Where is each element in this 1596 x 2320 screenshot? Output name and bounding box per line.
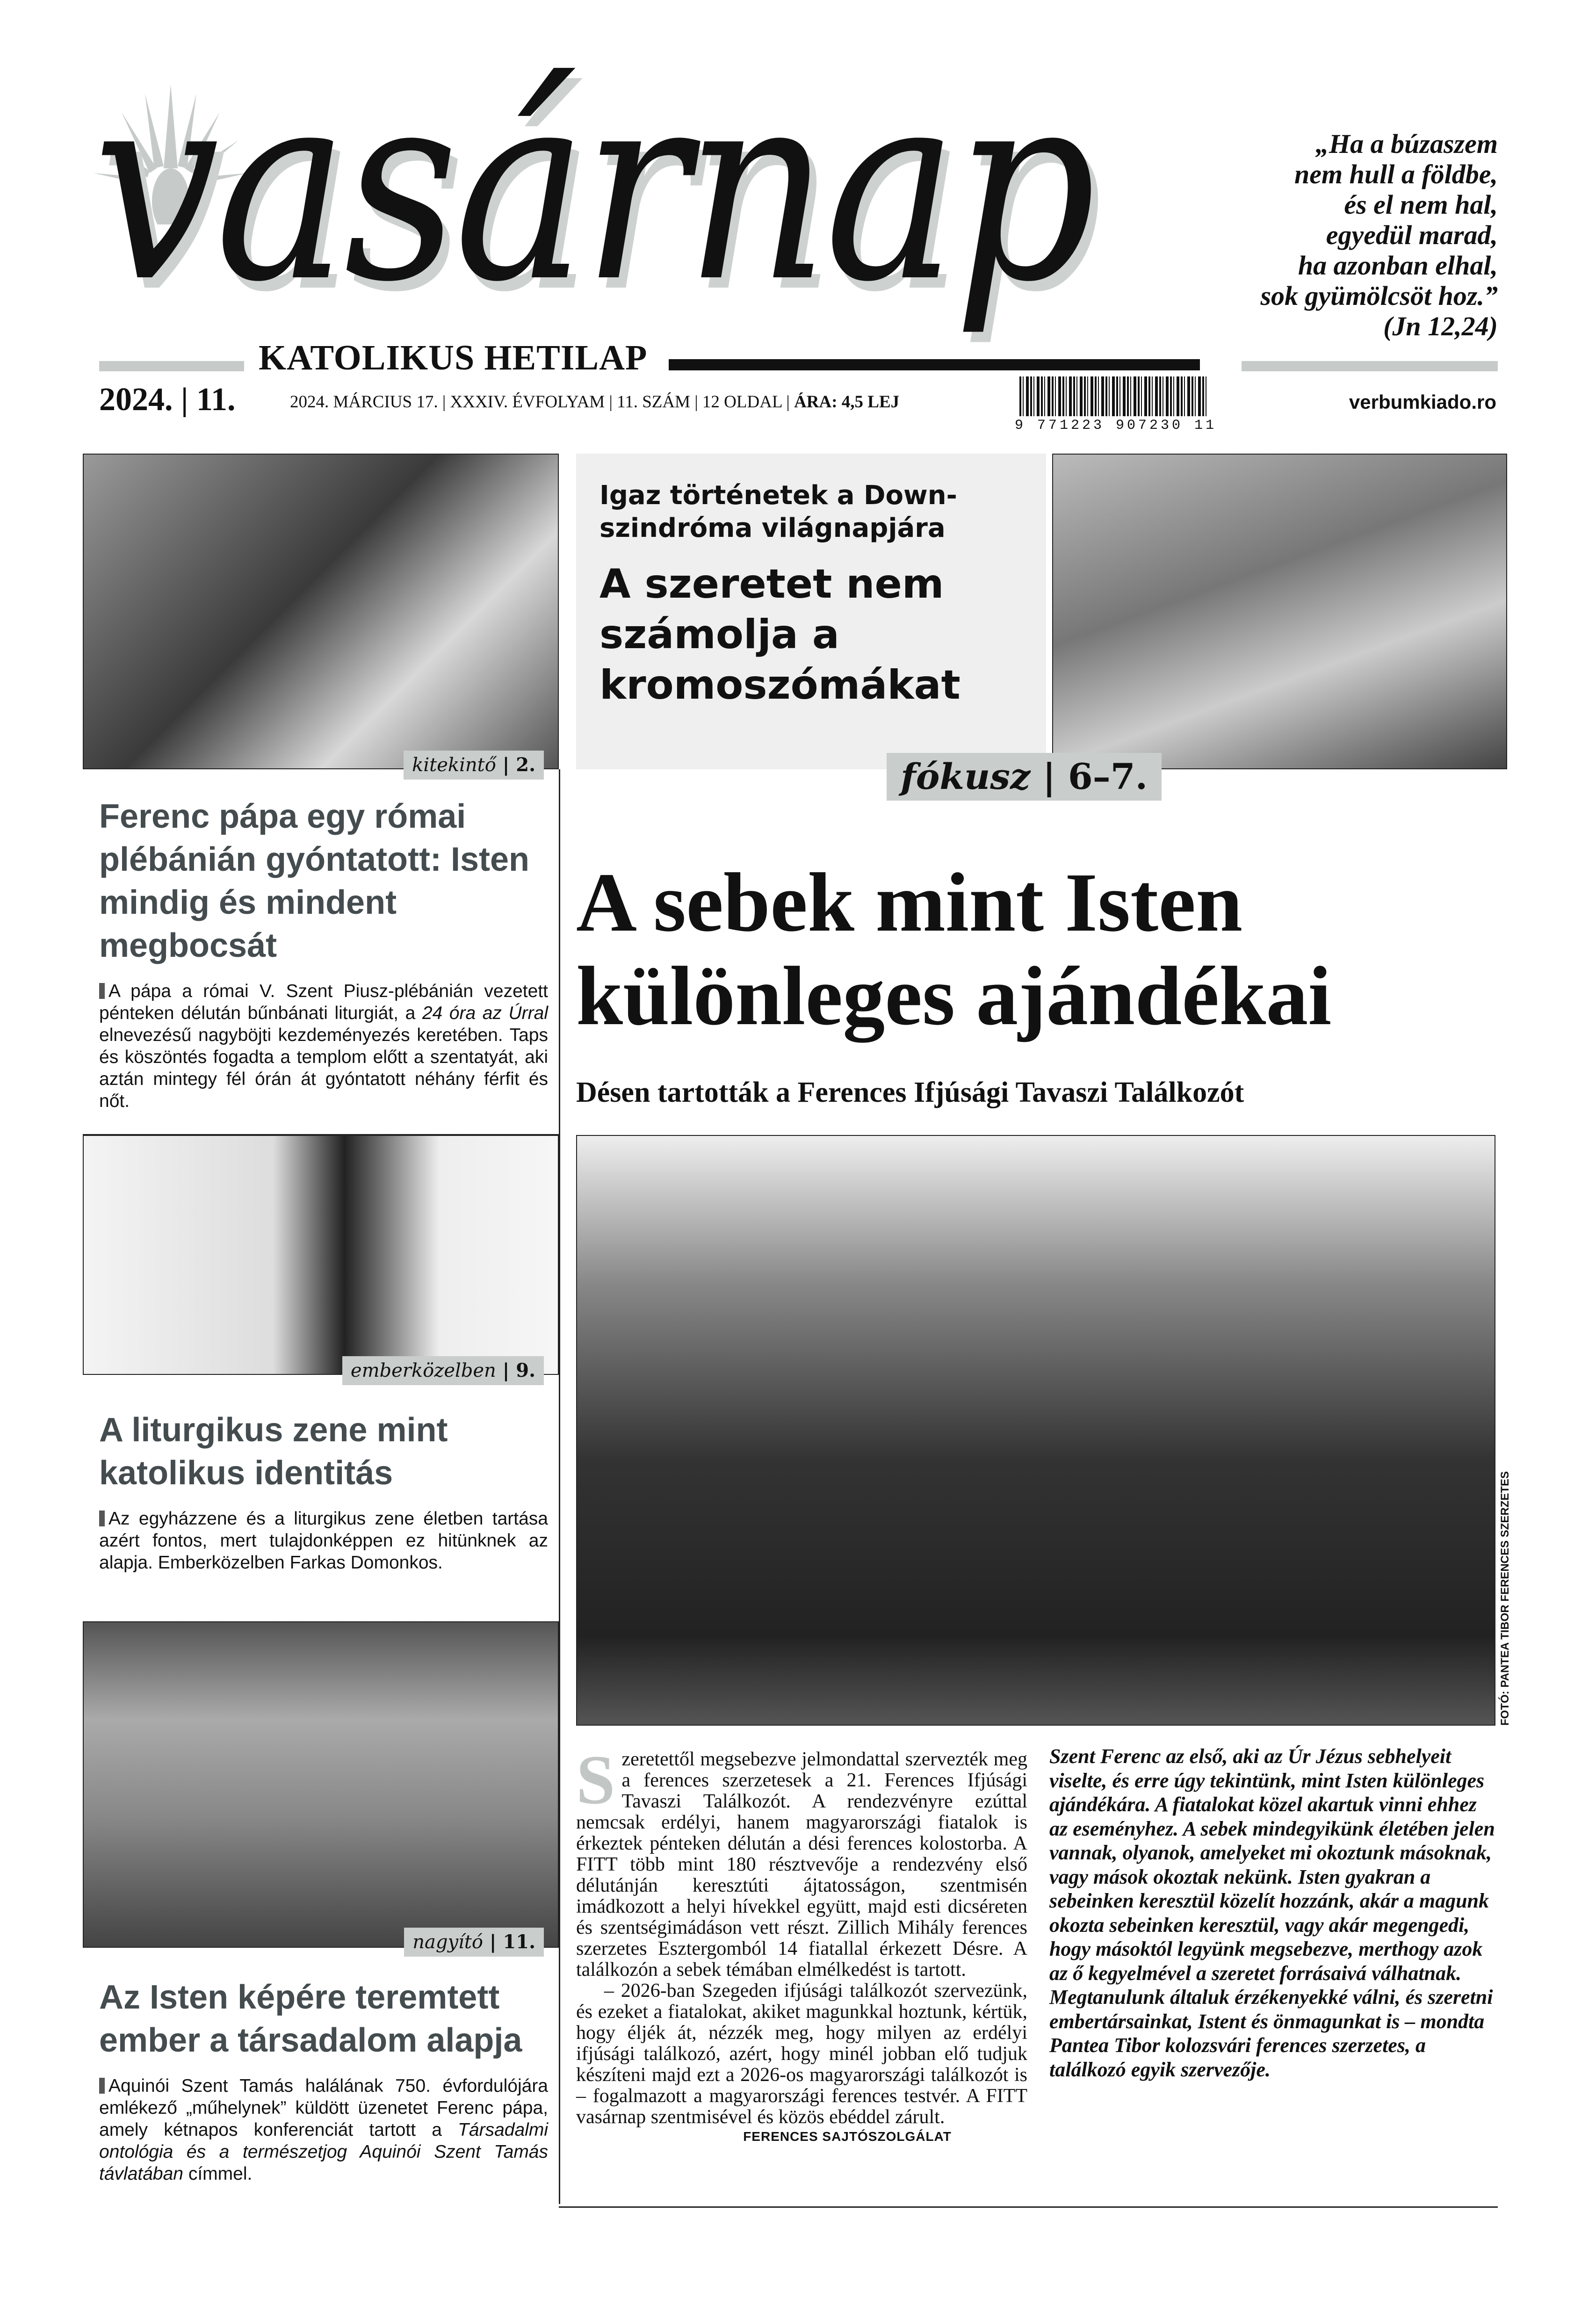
article-summary	[99, 2075, 548, 2185]
price: ÁRA: 4,5 LEJ	[794, 392, 900, 412]
article-teaser	[99, 795, 548, 1112]
article-headline[interactable]: A liturgikus zene mint katolikus identitás	[99, 1411, 448, 1492]
section-name: emberközelben	[350, 1360, 496, 1381]
article-body	[576, 1741, 1027, 2145]
masthead-subtitle: KATOLIKUS HETILAP	[259, 338, 648, 377]
focus-teaser[interactable]	[576, 454, 1046, 769]
article-headline[interactable]: Ferenc pápa egy római plébánián gyóntatott: Isten mindig és mindent megbocsát	[99, 798, 530, 964]
website-link[interactable]: verbumkiado.ro	[1349, 391, 1496, 413]
summary-text: Az egyházzene és a liturgikus zene életben tartása azért fontos, mert tulajdonképpen ez hitünknek az alapja. Emberközelben Farkas Domonkos.	[99, 1509, 548, 1573]
section-label	[342, 1356, 544, 1385]
quote-line: ha azonban elhal,	[1298, 250, 1498, 281]
section-label	[404, 751, 544, 780]
barcode-number: 9 771223 907230 11	[1015, 418, 1217, 434]
focus-title: A szeretet nem számolja a kromoszómákat	[599, 561, 960, 708]
aquinas-fresco-photo	[83, 1621, 559, 1948]
article-summary	[99, 1508, 548, 1574]
article-teaser	[99, 1976, 548, 2185]
summary-text: elnevezésű nagyböjti kezdeményezés keretében. Taps és köszöntés fogadta a templom előtt a szentatyát, aki aztán mintegy fél órán át gyóntatott néhány férfit és nőt.	[99, 1025, 548, 1111]
body-paragraph: – 2026-ban Szegeden ifjúsági találkozót szervezünk, és ezeket a fiatalokat, akiket magunkkal hoztunk, kértük, hogy éljék át, nézzék meg, hogy milyen az erdélyi ifjúsági találkozó, azért, hogy minél jobban elő tudjuk készíteni majd ezt a 2026-os magyarországi találkozót is – fogalmazott a magyarországi ferences testvér. A FITT vasárnap szentmisével és közös ebéddel zárult.	[576, 1980, 1027, 2128]
drop-cap: S	[576, 1741, 615, 1819]
main-subheadline: Désen tartották a Ferences Ifjúsági Tavaszi Találkozót	[576, 1077, 1244, 1108]
page-ref: | 2.	[496, 754, 535, 776]
speaker-photo	[83, 1135, 559, 1375]
summary-italic: 24 óra az Úrral	[422, 1003, 548, 1023]
summary-text: Aquinói Szent Tamás halálának 750. évfordulójára emlékező „műhelynek” küldött üzenetet Ferenc pápa, amely kétnapos konferenciát tartott a	[99, 2076, 548, 2140]
section-name: nagyító	[412, 1931, 483, 1953]
column-divider	[559, 769, 560, 2204]
article-summary	[99, 980, 548, 1112]
main-headline[interactable]	[576, 856, 1511, 1043]
quote-reference: (Jn 12,24)	[1383, 311, 1498, 341]
issue-number: 2024. | 11.	[99, 382, 236, 418]
quote-line: sok gyümölcsöt hoz.”	[1260, 281, 1498, 311]
summary-italic: Társadalmi ontológia és a természetjog Aquinói Szent Tamás távlatában	[99, 2120, 548, 2184]
divider	[1242, 361, 1498, 371]
section-name: kitekintő	[412, 754, 496, 776]
body-paragraph: zeretettől megsebezve jelmondattal szervezték meg a ferences szerzetesek a 21. Ferences Ifjúsági Tavaszi Találkozót. A rendezvényre ezúttal nemcsak erdélyi, hanem magyarországi fiatalok is érkeztek pénteken délután a dési ferences kolostorba. A FITT több mint 180 résztvevője a rendezvény első délutánján keresztúti ájtatosságon, szentmisén imádkozott a helyi hívekkel együtt, majd esti dicséreten és szentségimádáson vett részt. Zillich Mihály ferences szerzetes Esztergomból 14 fiatallal érkezett Désre. A találkozón a sebek témában elmélkedést is tartott.	[576, 1749, 1027, 1980]
issue-info	[290, 392, 899, 412]
quote-line: és el nem hal,	[1344, 189, 1498, 220]
issue-details: 2024. MÁRCIUS 17. | XXXIV. ÉVFOLYAM | 11. SZÁM | 12 OLDAL |	[290, 392, 794, 412]
divider	[99, 361, 244, 371]
quote-line: egyedül marad,	[1326, 220, 1498, 250]
article-signature: FERENCES SAJTÓSZOLGÁLAT	[743, 2129, 952, 2144]
section-label	[404, 1928, 544, 1957]
newspaper-logo: vasárnap	[94, 35, 1092, 340]
photo-credit: FOTÓ: PANTEA TIBOR FERENCES SZERZETES	[1499, 1471, 1511, 1726]
barcode-icon	[1019, 376, 1206, 416]
page-ref: | 9.	[496, 1359, 535, 1381]
section-label	[887, 753, 1162, 801]
pope-confession-photo	[83, 454, 559, 769]
headline-line: különleges ajándékai	[576, 949, 1332, 1042]
article-teaser	[99, 1409, 548, 1574]
child-photo	[1052, 454, 1507, 769]
divider	[669, 359, 1200, 370]
page-ref: | 6–7.	[1030, 756, 1148, 797]
quote-line: „Ha a búzaszem	[1315, 129, 1498, 159]
focus-kicker: Igaz történetek a Down-szindróma világnapjára	[599, 480, 957, 543]
article-headline[interactable]: Az Isten képére teremtett ember a társadalom alapja	[99, 1979, 522, 2059]
section-name: fókusz	[901, 756, 1031, 797]
headline-line: A sebek mint Isten	[576, 856, 1243, 949]
summary-text: címmel.	[183, 2164, 253, 2184]
page-ref: | 11.	[483, 1931, 535, 1953]
masthead-quote	[1199, 129, 1498, 341]
youth-meeting-photo	[576, 1135, 1495, 1726]
divider	[559, 2206, 1498, 2208]
pull-quote: Szent Ferenc az első, aki az Úr Jézus sebhelyeit viselte, és erre úgy tekintünk, mint Isten különleges ajándékára. A fiatalokat közel akartuk vinni ehhez az eseményhez. A sebek mindegyikünk életében jelen vannak, olyanok, amelyeket mi okoztunk másoknak, vagy mások okoztak nekünk. Isten gyakran a sebeinken keresztül közelít hozzánk, akár a magunk okozta sebeinken keresztül, vagy akár megengedi, hogy másoktól legyünk megsebezve, merthogy azok az ő kegyelmével a szeretet forrásaivá válhatnak. Megtanulunk általuk érzékenyekké válni, és szeretni embertársainkat, Istent és önmagunkat is – mondta Pantea Tibor kolozsvári ferences szerzetes, a találkozó egyik szervezője.	[1049, 1745, 1495, 2081]
quote-line: nem hull a földbe,	[1294, 159, 1498, 189]
summary-text: A pápa a római V. Szent Piusz-plébánián vezetett pénteken délután bűnbánati liturgiát, a	[99, 981, 548, 1023]
